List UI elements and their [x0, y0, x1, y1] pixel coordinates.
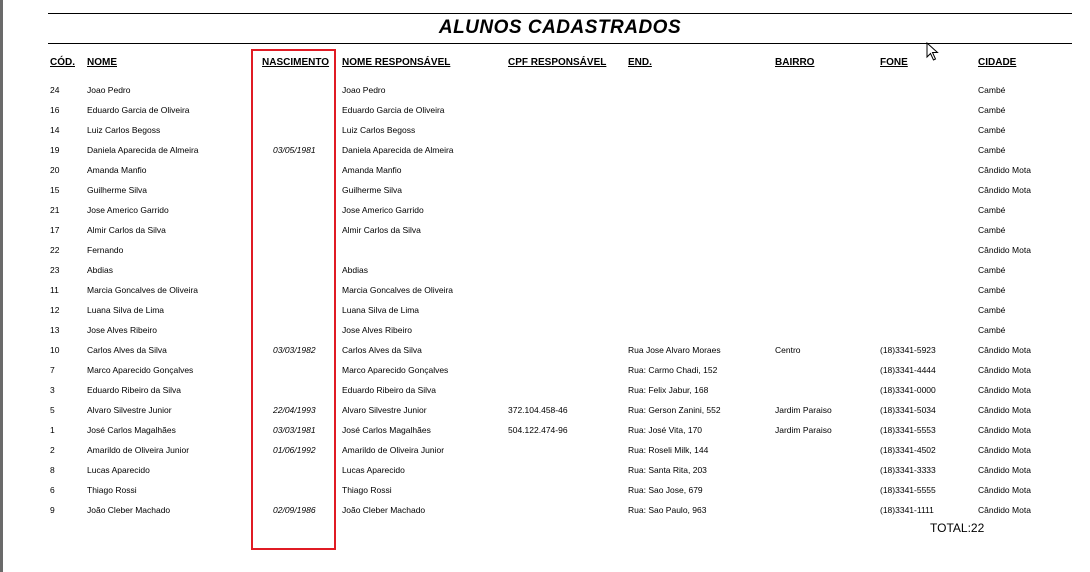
cell-cidade: Cambé [978, 125, 1006, 135]
cell-nome: Lucas Aparecido [87, 465, 150, 475]
nascimento-highlight-box [251, 49, 336, 550]
cell-nome: Jose Alves Ribeiro [87, 325, 157, 335]
cell-cod: 1 [50, 425, 55, 435]
cell-end: Rua: Gerson Zanini, 552 [628, 405, 721, 415]
cell-fone: (18)3341-0000 [880, 385, 936, 395]
cell-end: Rua: Roseli Milk, 144 [628, 445, 709, 455]
header-bairro: BAIRRO [775, 57, 815, 68]
cell-cod: 9 [50, 505, 55, 515]
cell-cod: 8 [50, 465, 55, 475]
table-row [0, 385, 1090, 405]
cell-cod: 12 [50, 305, 60, 315]
cell-nome: Guilherme Silva [87, 185, 147, 195]
cell-nascimento: 03/03/1982 [273, 345, 316, 355]
cell-cidade: Cambé [978, 325, 1006, 335]
cell-nome: Almir Carlos da Silva [87, 225, 166, 235]
cell-nome: Thiago Rossi [87, 485, 137, 495]
cell-cod: 17 [50, 225, 60, 235]
cell-cpf: 372.104.458-46 [508, 405, 568, 415]
table-row [0, 345, 1090, 365]
table-row [0, 245, 1090, 265]
cell-cod: 14 [50, 125, 60, 135]
cell-cod: 21 [50, 205, 60, 215]
cell-cod: 11 [50, 285, 59, 295]
cell-fone: (18)3341-5034 [880, 405, 936, 415]
header-cod: CÓD. [50, 57, 75, 68]
cell-responsavel: Guilherme Silva [342, 185, 402, 195]
cell-end: Rua Jose Alvaro Moraes [628, 345, 721, 355]
table-row [0, 185, 1090, 205]
table-row [0, 165, 1090, 185]
cell-responsavel: Almir Carlos da Silva [342, 225, 421, 235]
cell-cidade: Cândido Mota [978, 245, 1031, 255]
cell-responsavel: Luiz Carlos Begoss [342, 125, 416, 135]
cell-end: Rua: Felix Jabur, 168 [628, 385, 709, 395]
cell-nascimento: 22/04/1993 [273, 405, 316, 415]
cell-end: Rua: José Vita, 170 [628, 425, 703, 435]
table-row [0, 125, 1090, 145]
table-row [0, 265, 1090, 285]
report-title: ALUNOS CADASTRADOS [438, 17, 682, 38]
cell-cidade: Cambé [978, 145, 1006, 155]
cell-responsavel: João Cleber Machado [342, 505, 426, 515]
table-row [0, 305, 1090, 325]
cell-cod: 20 [50, 165, 60, 175]
cell-nome: Eduardo Garcia de Oliveira [87, 105, 190, 115]
cell-cidade: Cambé [978, 305, 1006, 315]
cell-cod: 10 [50, 345, 60, 355]
cell-nome: Luana Silva de Lima [87, 305, 165, 315]
cell-cod: 22 [50, 245, 60, 255]
cell-responsavel: Luana Silva de Lima [342, 305, 420, 315]
cell-cpf: 504.122.474-96 [508, 425, 568, 435]
cell-responsavel: Eduardo Garcia de Oliveira [342, 105, 445, 115]
cell-cod: 7 [50, 365, 55, 375]
cell-end: Rua: Sao Paulo, 963 [628, 505, 707, 515]
cell-cidade: Cândido Mota [978, 365, 1031, 375]
cell-nome: Joao Pedro [87, 85, 131, 95]
cell-responsavel: Marcia Goncalves de Oliveira [342, 285, 454, 295]
cell-nascimento: 01/06/1992 [273, 445, 316, 455]
cell-responsavel: Daniela Aparecida de Almeira [342, 145, 454, 155]
cell-fone: (18)3341-5553 [880, 425, 936, 435]
cell-cod: 2 [50, 445, 55, 455]
cell-nome: José Carlos Magalhães [87, 425, 176, 435]
cell-fone: (18)3341-1111 [880, 505, 934, 515]
header-cpf: CPF RESPONSÁVEL [508, 57, 607, 68]
cell-cidade: Cândido Mota [978, 505, 1031, 515]
cell-fone: (18)3341-4502 [880, 445, 936, 455]
cell-nascimento: 02/09/1986 [273, 505, 316, 515]
cell-responsavel: Carlos Alves da Silva [342, 345, 422, 355]
cell-cidade: Cândido Mota [978, 485, 1031, 495]
cell-responsavel: Thiago Rossi [342, 485, 392, 495]
cell-cidade: Cambé [978, 85, 1006, 95]
cell-responsavel: Abdias [342, 265, 368, 275]
cell-responsavel: Lucas Aparecido [342, 465, 405, 475]
table-row [0, 465, 1090, 485]
table-row [0, 445, 1090, 465]
cell-nome: Abdias [87, 265, 113, 275]
cell-cod: 19 [50, 145, 60, 155]
cell-bairro: Jardim Paraiso [775, 405, 832, 415]
cell-cidade: Cambé [978, 225, 1006, 235]
cell-cod: 23 [50, 265, 60, 275]
cell-cidade: Cambé [978, 205, 1006, 215]
cell-end: Rua: Santa Rita, 203 [628, 465, 707, 475]
table-row [0, 405, 1090, 425]
cell-nome: Alvaro Silvestre Junior [87, 405, 172, 415]
table-row [0, 85, 1090, 105]
cell-fone: (18)3341-4444 [880, 365, 936, 375]
cell-responsavel: Eduardo Ribeiro da Silva [342, 385, 437, 395]
header-cidade: CIDADE [978, 57, 1017, 68]
cell-cidade: Cândido Mota [978, 165, 1031, 175]
cell-nome: Jose Americo Garrido [87, 205, 169, 215]
cell-cidade: Cândido Mota [978, 465, 1031, 475]
cell-responsavel: Jose Americo Garrido [342, 205, 424, 215]
cell-cidade: Cândido Mota [978, 425, 1031, 435]
cell-nome: João Cleber Machado [87, 505, 171, 515]
table-row [0, 425, 1090, 445]
cell-cidade: Cândido Mota [978, 445, 1031, 455]
cell-nascimento: 03/03/1981 [273, 425, 316, 435]
table-row [0, 105, 1090, 125]
mouse-pointer-icon [926, 42, 940, 67]
cell-nome: Fernando [87, 245, 124, 255]
table-row [0, 225, 1090, 245]
cell-bairro: Jardim Paraiso [775, 425, 832, 435]
table-row [0, 485, 1090, 505]
total-count: TOTAL:22 [930, 521, 985, 535]
cell-cidade: Cambé [978, 105, 1006, 115]
cell-fone: (18)3341-5555 [880, 485, 936, 495]
table-row [0, 285, 1090, 305]
cell-cod: 13 [50, 325, 60, 335]
cell-cidade: Cândido Mota [978, 345, 1031, 355]
table-row [0, 205, 1090, 225]
cell-nome: Marcia Goncalves de Oliveira [87, 285, 199, 295]
cell-responsavel: Joao Pedro [342, 85, 386, 95]
cell-responsavel: Marco Aparecido Gonçalves [342, 365, 449, 375]
cell-nascimento: 03/05/1981 [273, 145, 316, 155]
table-row [0, 145, 1090, 165]
header-end: END. [628, 57, 652, 68]
header-fone: FONE [880, 57, 908, 68]
cell-responsavel: Jose Alves Ribeiro [342, 325, 412, 335]
cell-cidade: Cândido Mota [978, 405, 1031, 415]
cell-cidade: Cândido Mota [978, 185, 1031, 195]
cell-cidade: Cambé [978, 265, 1006, 275]
cell-nome: Amanda Manfio [87, 165, 147, 175]
cell-cod: 15 [50, 185, 60, 195]
cell-responsavel: José Carlos Magalhães [342, 425, 431, 435]
table-row [0, 325, 1090, 345]
cell-responsavel: Amarildo de Oliveira Junior [342, 445, 445, 455]
cell-cod: 24 [50, 85, 60, 95]
cell-nome: Amarildo de Oliveira Junior [87, 445, 190, 455]
cell-end: Rua: Sao Jose, 679 [628, 485, 703, 495]
cell-cidade: Cambé [978, 285, 1006, 295]
cell-nome: Daniela Aparecida de Almeira [87, 145, 199, 155]
cell-nome: Marco Aparecido Gonçalves [87, 365, 194, 375]
cell-cod: 3 [50, 385, 55, 395]
cell-responsavel: Alvaro Silvestre Junior [342, 405, 427, 415]
header-nascimento: NASCIMENTO [262, 57, 330, 68]
cell-cod: 16 [50, 105, 60, 115]
cell-responsavel: Amanda Manfio [342, 165, 402, 175]
cell-nome: Luiz Carlos Begoss [87, 125, 161, 135]
cell-fone: (18)3341-3333 [880, 465, 936, 475]
cell-nome: Carlos Alves da Silva [87, 345, 167, 355]
cell-end: Rua: Carmo Chadi, 152 [628, 365, 718, 375]
cell-bairro: Centro [775, 345, 801, 355]
cell-cidade: Cândido Mota [978, 385, 1031, 395]
header-responsavel: NOME RESPONSÁVEL [342, 57, 451, 68]
top-rule [48, 13, 1072, 14]
cell-fone: (18)3341-5923 [880, 345, 936, 355]
cell-cod: 5 [50, 405, 55, 415]
title-underline [48, 43, 1072, 44]
cell-cod: 6 [50, 485, 55, 495]
table-row [0, 365, 1090, 385]
table-row [0, 505, 1090, 525]
header-nome: NOME [87, 57, 117, 68]
cell-nome: Eduardo Ribeiro da Silva [87, 385, 182, 395]
